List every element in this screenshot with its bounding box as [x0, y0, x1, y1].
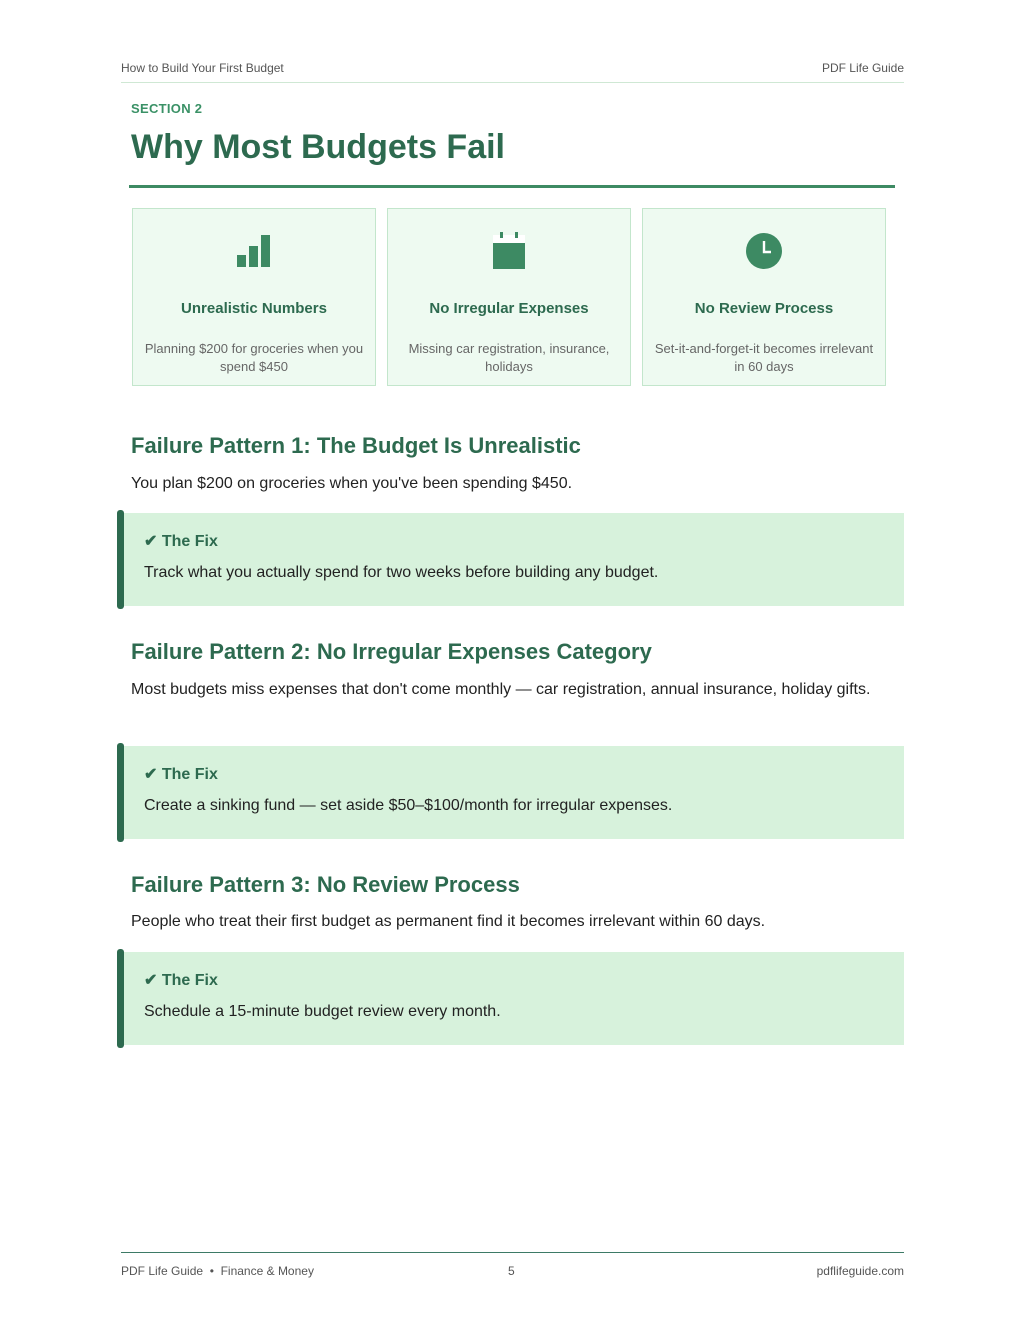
fix-accent-bar: [117, 949, 124, 1048]
card-title: Unrealistic Numbers: [181, 300, 327, 317]
fix-accent-bar: [117, 510, 124, 609]
page-title: Why Most Budgets Fail: [131, 128, 505, 166]
header-brand: PDF Life Guide: [821, 61, 904, 75]
card-title: No Review Process: [694, 300, 834, 317]
fix-title: ✔ The Fix: [144, 766, 218, 783]
section-label: SECTION 2: [131, 101, 203, 116]
page-header: [121, 60, 904, 83]
card-unrealistic-numbers: [132, 208, 376, 386]
fix-text: Track what you actually spend for two weeks before building any budget.: [144, 564, 659, 581]
pattern-2-text: Most budgets miss expenses that don't come monthly — car registration, annual insurance, holiday gifts.: [131, 681, 871, 698]
title-divider: [129, 185, 895, 188]
fix-accent-bar: [117, 743, 124, 842]
pattern-2-heading: Failure Pattern 2: No Irregular Expenses Category: [131, 639, 652, 664]
footer-brand-category: PDF Life Guide • Finance & Money: [121, 1264, 314, 1278]
pattern-3-heading: Failure Pattern 3: No Review Process: [131, 872, 520, 897]
card-text: Set-it-and-forget-it becomes irrelevant in 60 days: [654, 341, 874, 374]
card-text: Missing car registration, insurance, holidays: [408, 341, 610, 374]
bar-chart-icon: [133, 231, 375, 271]
fix-text: Schedule a 15-minute budget review every month.: [144, 1003, 501, 1020]
card-text: Planning $200 for groceries when you spend $450: [144, 341, 364, 374]
footer-site: pdflifeguide.com: [816, 1264, 904, 1278]
header-doc-title: How to Build Your First Budget: [121, 61, 284, 75]
clock-icon: [643, 231, 885, 271]
fix-text: Create a sinking fund — set aside $50–$100/month for irregular expenses.: [144, 797, 673, 814]
page-number: 5: [508, 1264, 515, 1278]
pattern-3-fix-box: [117, 952, 904, 1045]
fix-title: ✔ The Fix: [144, 972, 218, 989]
pattern-2-fix-box: [117, 746, 904, 839]
pattern-1-heading: Failure Pattern 1: The Budget Is Unrealistic: [131, 433, 581, 458]
card-no-review-process: [642, 208, 886, 386]
pattern-3-text: People who treat their first budget as permanent find it becomes irrelevant within 60 days.: [131, 913, 766, 930]
card-title: No Irregular Expenses: [429, 300, 589, 317]
pattern-1-text: You plan $200 on groceries when you've been spending $450.: [131, 475, 573, 492]
fix-title: ✔ The Fix: [144, 533, 218, 550]
page-footer: [121, 1252, 904, 1283]
card-no-irregular-expenses: [387, 208, 631, 386]
summary-cards: [132, 208, 887, 386]
pattern-1-fix-box: [117, 513, 904, 606]
calendar-icon: [388, 231, 630, 271]
